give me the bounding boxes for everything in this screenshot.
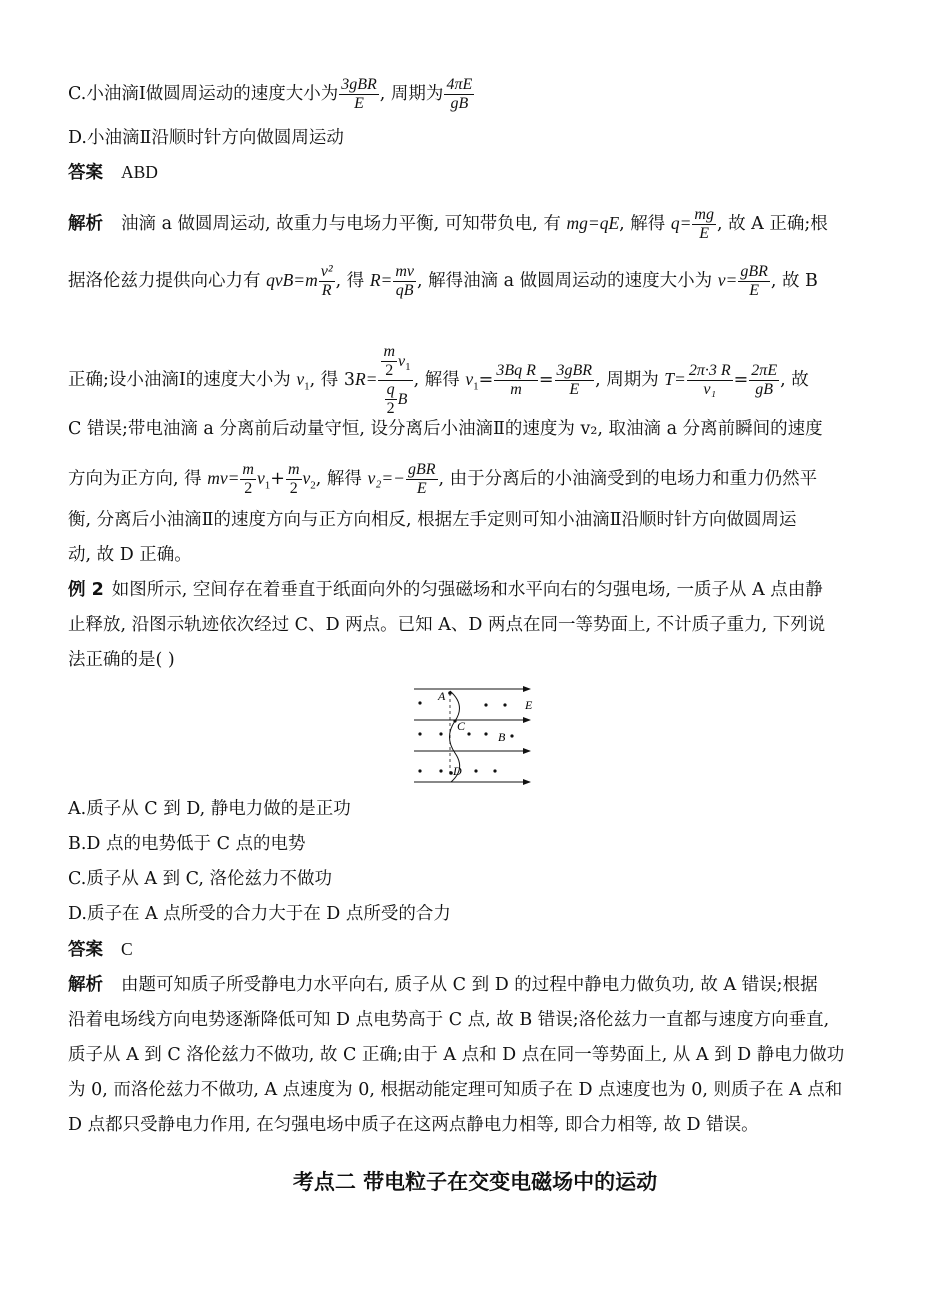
example2-option-c: C.质子从 A 到 C, 洛伦兹力不做功 bbox=[68, 869, 333, 889]
answer-value: C bbox=[121, 939, 133, 959]
example2-analysis-line-1: 解析 由题可知质子所受静电力水平向右, 质子从 C 到 D 的过程中静电力做负功, 故 A 错误;根据 bbox=[68, 975, 818, 995]
prev-option-c: C.小油滴Ⅰ做圆周运动的速度大小为 $\frac{\text{3gBR}}{E}$ , 周期为 $\frac{4\pi E}{gB}$ bbox=[68, 76, 473, 112]
label-d: D bbox=[453, 764, 462, 778]
prev-analysis-line-5: 方向为正方向, 得 mv= $\frac{m}{2}$ $v_1+$ $\frac{m}{2}$ $v_2$, 解得 v₂=− $\frac{\text{gBR}}{E}$ , 由于分离后的小油滴受到的电场力和重力仍然平 bbox=[68, 461, 818, 497]
label-e: E bbox=[525, 698, 533, 712]
field-diagram bbox=[408, 683, 548, 788]
example2-option-a: A.质子从 C 到 D, 静电力做的是正功 bbox=[68, 799, 351, 819]
example2-analysis-line-5: D 点都只受静电力作用, 在匀强电场中质子在这两点静电力相等, 即合力相等, 故 D 错误。 bbox=[68, 1115, 759, 1135]
answer-label: 答案 bbox=[68, 163, 103, 183]
label-b: B bbox=[498, 730, 506, 744]
prev-analysis-line-7: 动, 故 D 正确。 bbox=[68, 545, 192, 565]
section-title: 考点二 带电粒子在交变电磁场中的运动 bbox=[292, 1170, 658, 1194]
prev-analysis-line-6: 衡, 分离后小油滴Ⅱ的速度方向与正方向相反, 根据左手定则可知小油滴Ⅱ沿顺时针方向做圆周运 bbox=[68, 510, 797, 530]
analysis-label: 解析 bbox=[68, 214, 103, 234]
example2-stem-line-3: 法正确的是( ) bbox=[68, 650, 175, 670]
analysis-label: 解析 bbox=[68, 975, 103, 995]
prev-analysis-line-2: 据洛伦兹力提供向心力有 qvB=m $\frac{\text{v²}}{R}$ , 得 R= $\frac{mv}{qB}$ , 解得油滴 a 做圆周运动的速度大小为 v= $\frac{\text{gBR}}{E}$ , 故 B bbox=[68, 263, 818, 299]
prev-analysis-line-3: 正确;设小油滴Ⅰ的速度大小为 $v_1$, 得 3R= $\frac{m}{2}$ $v_1$ $\frac{q}{2}$ B , 解得 $v_1=$ $\frac{\text{3Bq R}}{m}$ = $\frac{\text{3gBR}}{E}$ , 周期为 T= $\frac{2\pi\cdot 3 R}{\text{v₁}}$ = $\frac{2\pi E}{gB}$ , 故 bbox=[68, 343, 809, 417]
example-label: 例 2 bbox=[68, 580, 104, 600]
answer-value: ABD bbox=[121, 162, 158, 182]
example2-stem-line-2: 止释放, 沿图示轨迹依次经过 C、D 两点。已知 A、D 两点在同一等势面上, 不计质子重力, 下列说 bbox=[68, 615, 826, 635]
prev-option-d: D.小油滴Ⅱ沿顺时针方向做圆周运动 bbox=[68, 128, 344, 148]
answer-label: 答案 bbox=[68, 940, 103, 960]
fraction-speed: $\frac{\text{3gBR}}{E}$ bbox=[341, 76, 377, 112]
example2-analysis-line-2: 沿着电场线方向电势逐渐降低可知 D 点电势高于 C 点, 故 B 错误;洛伦兹力一直都与速度方向垂直, bbox=[68, 1010, 830, 1030]
example2-answer bbox=[68, 937, 133, 962]
example2-option-d: D.质子在 A 点所受的合力大于在 D 点所受的合力 bbox=[68, 904, 451, 924]
example2-option-b: B.D 点的电势低于 C 点的电势 bbox=[68, 834, 306, 854]
example2-analysis-line-4: 为 0, 而洛伦兹力不做功, A 点速度为 0, 根据动能定理可知质子在 D 点速度也为 0, 则质子在 A 点和 bbox=[68, 1080, 843, 1100]
label-a: A bbox=[438, 689, 446, 703]
compound-fraction: $\frac{m}{2}$ $v_1$ $\frac{q}{2}$ B bbox=[378, 343, 412, 418]
prev-answer bbox=[68, 160, 158, 185]
prev-analysis-line-4: C 错误;带电油滴 a 分离前后动量守恒, 设分离后小油滴Ⅱ的速度为 v₂, 取油滴 a 分离前瞬间的速度 bbox=[68, 419, 823, 439]
example2-stem-line-1: 例 2 如图所示, 空间存在着垂直于纸面向外的匀强磁场和水平向右的匀强电场, 一质子从 A 点由静 bbox=[68, 580, 823, 600]
label-c: C bbox=[457, 719, 466, 733]
option-c-text: C.小油滴Ⅰ做圆周运动的速度大小为 bbox=[68, 84, 339, 104]
fraction-period: $\frac{4\pi E}{gB}$ bbox=[446, 76, 473, 112]
example2-analysis-line-3: 质子从 A 到 C 洛伦兹力不做功, 故 C 正确;由于 A 点和 D 点在同一等势面上, 从 A 到 D 静电力做功 bbox=[68, 1045, 845, 1065]
prev-analysis-line-1: 解析 油滴 a 做圆周运动, 故重力与电场力平衡, 可知带负电, 有 mg=qE, 解得 q= $\frac{mg}{E}$ , 故 A 正确;根 bbox=[68, 206, 828, 242]
